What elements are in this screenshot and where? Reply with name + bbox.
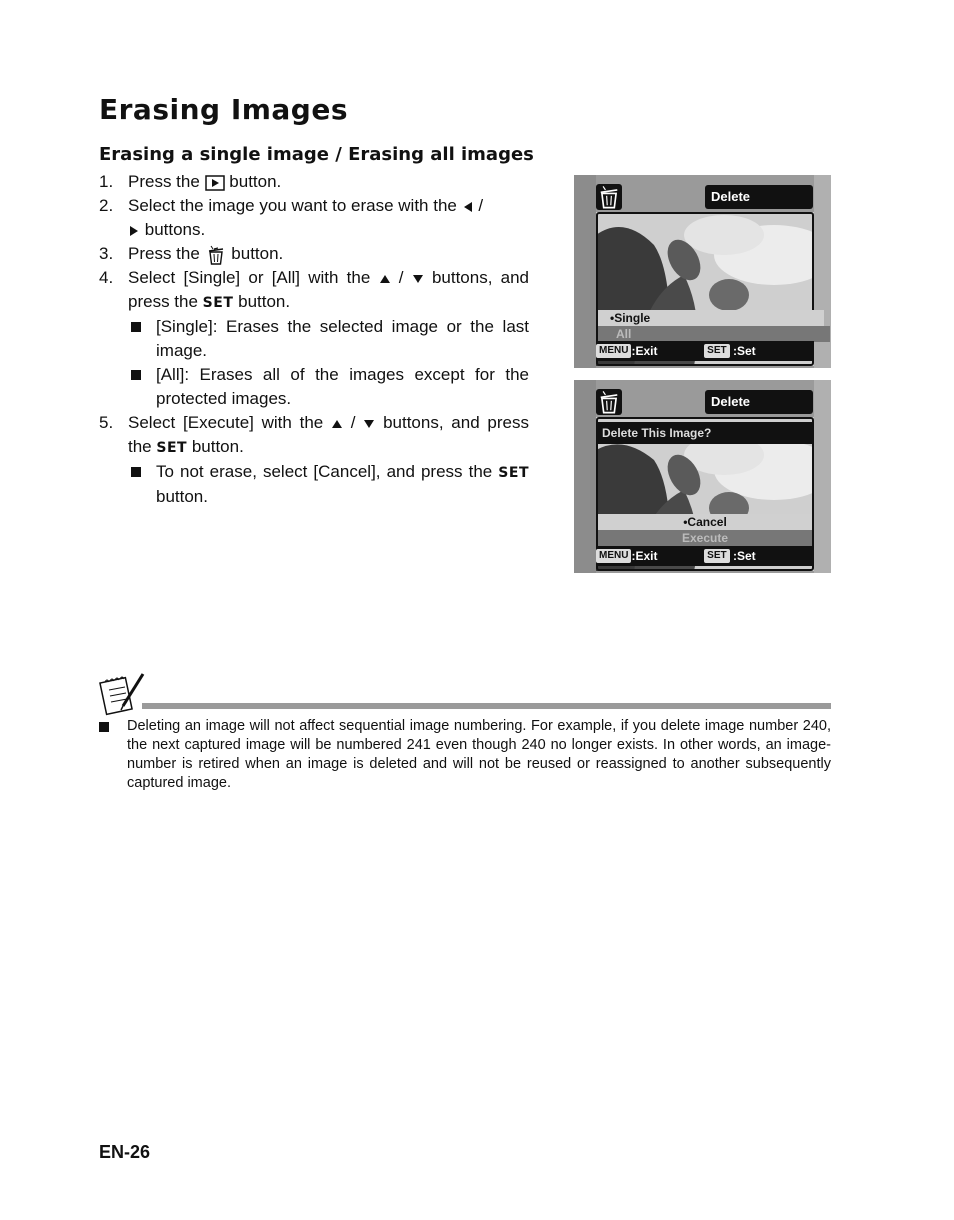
bullet-square-icon: [131, 322, 141, 332]
bullet-square-icon: [131, 370, 141, 380]
set-key: SET: [704, 344, 729, 358]
page-number: EN-26: [99, 1142, 151, 1162]
left-arrow-icon: [462, 201, 474, 213]
menu-header: Delete: [705, 390, 813, 414]
softkey-bar: MENU :Exit SET :Set: [596, 341, 814, 361]
bullet-square-icon: [131, 467, 141, 477]
option-all[interactable]: All: [598, 326, 830, 342]
note: [99, 717, 831, 793]
trash-icon: [596, 389, 622, 415]
set-label: SET: [156, 440, 188, 456]
down-arrow-icon: [412, 273, 424, 285]
section-title: Erasing a single image / Erasing all images: [99, 144, 534, 165]
step-5-sub-cancel: To not erase, select [Cancel], and press the SET button.: [99, 460, 529, 509]
play-icon: [205, 175, 225, 191]
step-5: 5. Select [Execute] with the / buttons, and press the SET button.: [99, 413, 529, 456]
right-arrow-icon: [128, 225, 140, 237]
step-4: 4. Select [Single] or [All] with the / buttons, and press the SET button.: [99, 268, 529, 311]
step-4-sub-all: [All]: Erases all of the images except for the protected images.: [99, 363, 529, 411]
confirm-question: Delete This Image?: [598, 422, 812, 444]
camera-screen-delete-confirm: [574, 380, 831, 573]
camera-screen-delete-single: [574, 175, 831, 368]
option-execute[interactable]: Execute: [598, 530, 812, 546]
note-text: Deleting an image will not affect sequential image numbering. For example, if you delete image number 240, the next captured image will be numbered 241 even though 240 no longer exists. In other words, an image-number is retired when an image is deleted and will not be reused or reassigned to another subsequently captured image.: [127, 718, 831, 791]
softkey-bar: MENU :Exit SET :Set: [596, 546, 814, 566]
bullet-square-icon: [99, 722, 109, 732]
page-title: Erasing Images: [99, 93, 349, 126]
step-4-sub-single: [Single]: Erases the selected image or the last image.: [99, 315, 529, 363]
menu-key: MENU: [596, 549, 631, 563]
note-icon: [99, 670, 147, 716]
step-3: 3. Press the button.: [99, 244, 284, 263]
trash-badge: [596, 184, 622, 210]
trash-badge: [596, 389, 622, 415]
step-1: 1. Press the button.: [99, 172, 282, 191]
trash-icon: [205, 245, 227, 265]
set-label: SET: [202, 295, 234, 311]
step-2: 2. Select the image you want to erase with the / buttons.: [99, 196, 484, 239]
steps-list: [99, 170, 529, 509]
up-arrow-icon: [379, 273, 391, 285]
note-divider: [142, 703, 831, 709]
set-key: SET: [704, 549, 729, 563]
set-label: SET: [498, 465, 529, 481]
option-cancel[interactable]: •Cancel: [598, 514, 812, 530]
up-arrow-icon: [331, 418, 343, 430]
down-arrow-icon: [363, 418, 375, 430]
menu-key: MENU: [596, 344, 631, 358]
trash-icon: [596, 184, 622, 210]
option-single[interactable]: •Single: [598, 310, 824, 326]
menu-header: Delete: [705, 185, 813, 209]
